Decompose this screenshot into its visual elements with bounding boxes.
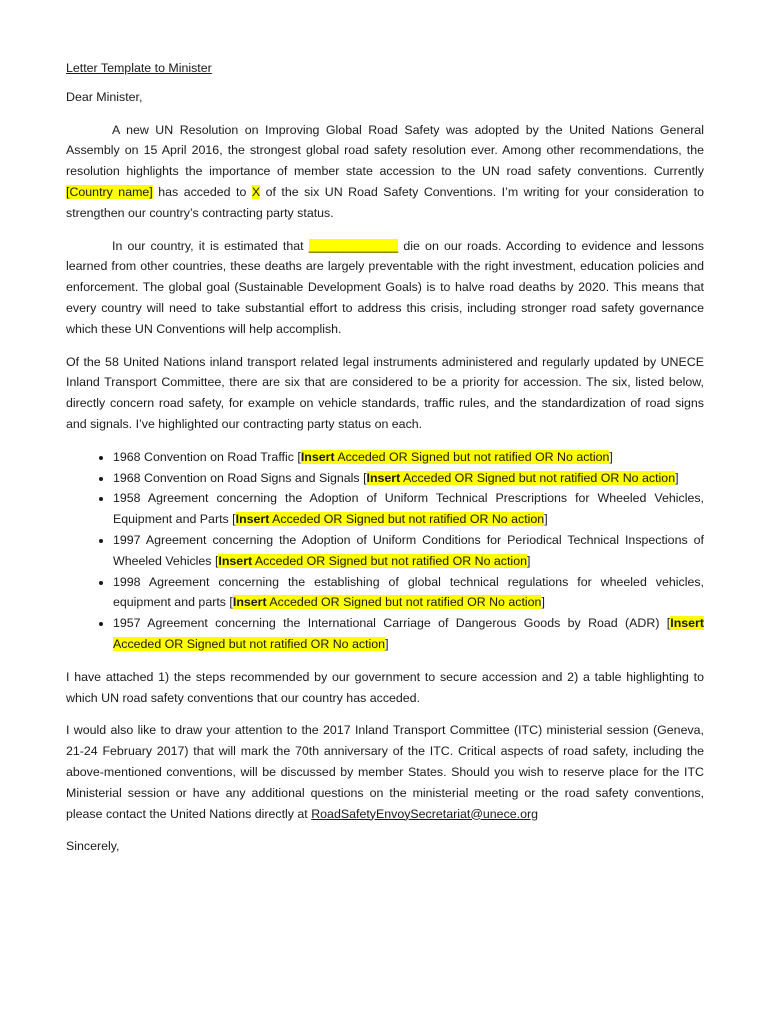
convention-name: 1968 Convention on Road Signs and Signals: [113, 470, 364, 485]
convention-name: 1998 Agreement concerning the establishing of global technical regulations for wheeled vehicles, equipment and parts: [113, 574, 704, 610]
salutation: Dear Minister,: [66, 89, 143, 104]
contact-email-link[interactable]: RoadSafetyEnvoySecretariat@unece.org: [311, 806, 539, 821]
list-item: • 1958 Agreement concerning the Adoption of Uniform Technical Prescriptions for Wheeled Vehicles, Equipment and Parts [Insert Acceded OR Signed but not ratified OR No action]: [113, 488, 704, 530]
conventions-list: [66, 447, 704, 655]
status-placeholder: Insert Acceded OR Signed but not ratified OR No action: [300, 449, 610, 464]
paragraph-text: of the six UN Road Safety Conventions. I’m writing for your consideration to strengthen our country’s contracting party status.: [66, 184, 704, 220]
deaths-blank-placeholder: _____________: [308, 238, 399, 253]
paragraph-deaths: [66, 236, 704, 340]
paragraph-itc-session: [66, 720, 704, 824]
list-item: • 1968 Convention on Road Traffic [Insert Acceded OR Signed but not ratified OR No action]: [113, 447, 704, 468]
letter-page: [66, 58, 704, 869]
letter-title: Letter Template to Minister: [66, 61, 212, 75]
count-placeholder: X: [251, 184, 261, 199]
convention-name: 1958 Agreement concerning the Adoption of Uniform Technical Prescriptions for Wheeled Vehicles, Equipment and Parts: [113, 491, 704, 527]
convention-name: 1968 Convention on Road Traffic: [113, 449, 298, 464]
paragraph-text: In our country, it is estimated that: [112, 238, 309, 253]
list-item: • 1968 Convention on Road Signs and Signals [Insert Acceded OR Signed but not ratified OR No action]: [113, 468, 704, 489]
status-placeholder: Insert Acceded OR Signed but not ratified OR No action: [232, 595, 542, 610]
list-item: • 1998 Agreement concerning the establishing of global technical regulations for wheeled vehicles, equipment and parts [Insert Acceded OR Signed but not ratified OR No action]: [113, 572, 704, 614]
paragraph-resolution: [66, 120, 704, 224]
paragraph-text: has acceded to: [152, 184, 252, 199]
paragraph-attachments: I have attached 1) the steps recommended by our government to secure accession and 2) a table highlighting to which UN road safety conventions that our country has acceded.: [66, 669, 704, 705]
paragraph-text: A new UN Resolution on Improving Global Road Safety was adopted by the United Nations General Assembly on 15 April 2016, the strongest global road safety resolution ever. Among other recommendations, the resolution highlights the importance of member state accession to the UN road safety conventions. Currently: [66, 122, 704, 179]
list-item: • 1957 Agreement concerning the International Carriage of Dangerous Goods by Road (ADR) [Insert Acceded OR Signed but not ratified OR No action]: [113, 613, 704, 655]
country-name-placeholder: [Country name]: [66, 184, 153, 199]
list-item: • 1997 Agreement concerning the Adoption of Uniform Conditions for Periodical Technical Inspections of Wheeled Vehicles [Insert Acceded OR Signed but not ratified OR No action]: [113, 530, 704, 572]
status-placeholder: Insert Acceded OR Signed but not ratified OR No action: [218, 553, 527, 568]
status-placeholder: Insert Acceded OR Signed but not ratified OR No action: [113, 616, 704, 651]
convention-name: 1997 Agreement concerning the Adoption of Uniform Conditions for Periodical Technical Inspections of Wheeled Vehicles: [113, 532, 704, 568]
closing: Sincerely,: [66, 839, 120, 854]
paragraph-text: I would also like to draw your attention to the 2017 Inland Transport Committee (ITC) ministerial session (Geneva, 21-24 February 2017) that will mark the 70th anniversary of the ITC. Critical aspects of road safety, including the above-mentioned conventions, will be discussed by member States. Should you wish to reserve place for the ITC Ministerial session or have any additional questions on the ministerial meeting or the road safety conventions, please contact the United Nations directly at: [66, 723, 704, 821]
status-placeholder: Insert Acceded OR Signed but not ratified OR No action: [366, 470, 676, 485]
status-placeholder: Insert Acceded OR Signed but not ratified OR No action: [235, 512, 545, 527]
paragraph-instruments: Of the 58 United Nations inland transport related legal instruments administered and regularly updated by UNECE Inland Transport Committee, there are six that are considered to be a priority for accession. The six, listed below, directly concern road safety, for example on vehicle standards, traffic rules, and the standardization of road signs and signals. I’ve highlighted our contracting party status on each.: [66, 354, 704, 431]
convention-name: 1957 Agreement concerning the International Carriage of Dangerous Goods by Road (ADR): [113, 616, 667, 631]
paragraph-text: die on our roads. According to evidence and lessons learned from other countries, these deaths are largely preventable with the right investment, education policies and enforcement. The global goal (Sustainable Development Goals) is to halve road deaths by 2020. This means that every country will need to take substantial effort to address this crisis, including stronger road safety governance which these UN Conventions will help accomplish.: [66, 238, 704, 336]
